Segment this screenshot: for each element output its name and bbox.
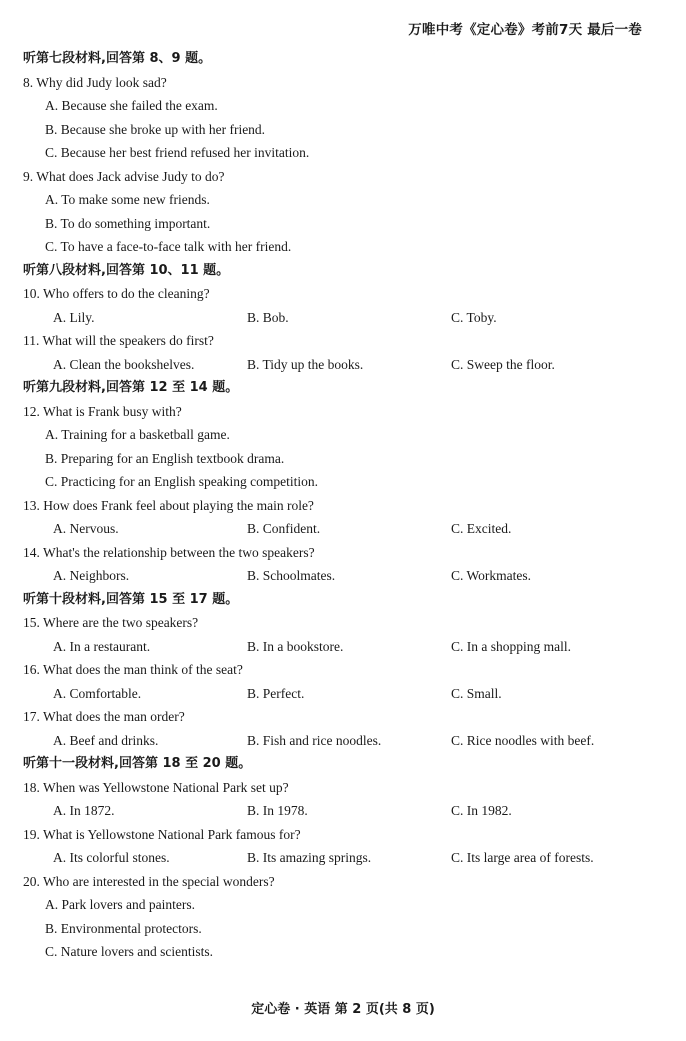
question-14-option-b: B. Schoolmates. [247, 568, 336, 583]
question-20-option-b: B. Environmental protectors. [45, 920, 202, 936]
question-19-stem: 19. What is Yellowstone National Park famous for? [23, 826, 301, 842]
question-11-option-c: C. Sweep the floor. [451, 356, 555, 372]
question-15-stem: 15. Where are the two speakers? [23, 615, 199, 630]
question-15-options [23, 635, 653, 659]
question-9-option-c: C. To have a face-to-face talk with her friend. [45, 239, 292, 254]
question-10-options [23, 306, 653, 330]
question-18-stem: 18. When was Yellowstone National Park set up? [23, 779, 289, 795]
question-14-option-a: A. Neighbors. [53, 568, 130, 583]
question-14-option-c: C. Workmates. [451, 568, 532, 583]
question-8-stem: 8. Why did Judy look sad? [23, 74, 167, 90]
section-heading-7: 听第七段材料,回答第 8、9 题。 [23, 51, 212, 66]
question-18-options [23, 799, 653, 823]
question-17-option-a: A. Beef and drinks. [53, 732, 159, 748]
question-10-option-c: C. Toby. [451, 309, 497, 325]
question-19-options [23, 846, 653, 870]
section-heading-10: 听第十段材料,回答第 15 至 17 题。 [23, 591, 239, 607]
question-11-stem: 11. What will the speakers do first? [23, 333, 214, 348]
question-16-option-b: B. Perfect. [247, 685, 305, 701]
question-9-stem: 9. What does Jack advise Judy to do? [23, 168, 225, 184]
question-10-option-a: A. Lily. [53, 309, 95, 325]
question-14-options [23, 564, 653, 588]
question-12-option-a: A. Training for a basketball game. [45, 427, 230, 442]
question-19-option-c: C. Its large area of forests. [451, 850, 594, 865]
question-16-options [23, 682, 653, 706]
section-heading-9: 听第九段材料,回答第 12 至 14 题。 [23, 380, 239, 395]
question-14-stem: 14. What's the relationship between the two speakers? [23, 544, 315, 560]
question-16-stem: 16. What does the man think of the seat? [23, 662, 243, 677]
question-20-option-c: C. Nature lovers and scientists. [45, 944, 213, 959]
question-16-option-c: C. Small. [451, 685, 502, 701]
question-19-option-a: A. Its colorful stones. [53, 850, 170, 865]
question-8-option-a: A. Because she failed the exam. [45, 98, 218, 113]
question-11-option-a: A. Clean the bookshelves. [53, 356, 195, 372]
question-17-option-b: B. Fish and rice noodles. [247, 732, 382, 748]
question-18-option-b: B. In 1978. [247, 803, 308, 818]
page-footer: 定心卷 · 英语 第 2 页(共 8 页) [251, 1002, 435, 1017]
question-17-options [23, 729, 653, 753]
question-15-option-b: B. In a bookstore. [247, 638, 344, 654]
question-12-option-b: B. Preparing for an English textbook drama. [45, 450, 285, 466]
question-20-stem: 20. Who are interested in the special wonders? [23, 873, 275, 889]
question-16-option-a: A. Comfortable. [53, 685, 142, 701]
question-13-options [23, 517, 653, 541]
question-13-option-b: B. Confident. [247, 521, 321, 536]
question-17-option-c: C. Rice noodles with beef. [451, 732, 595, 748]
question-20-option-a: A. Park lovers and painters. [45, 897, 195, 912]
question-15-option-c: C. In a shopping mall. [451, 638, 571, 654]
question-17-stem: 17. What does the man order? [23, 709, 185, 724]
page-header: 万唯中考《定心卷》考前7天 最后一卷 [408, 22, 642, 38]
question-9-option-b: B. To do something important. [45, 215, 211, 231]
question-18-option-a: A. In 1872. [53, 803, 115, 818]
question-8-option-b: B. Because she broke up with her friend. [45, 121, 266, 137]
section-heading-8: 听第八段材料,回答第 10、11 题。 [23, 262, 230, 278]
question-13-option-a: A. Nervous. [53, 521, 119, 536]
question-19-option-b: B. Its amazing springs. [247, 850, 372, 865]
section-heading-11: 听第十一段材料,回答第 18 至 20 题。 [23, 756, 252, 771]
question-12-option-c: C. Practicing for an English speaking competition. [45, 474, 318, 489]
question-13-stem: 13. How does Frank feel about playing the main role? [23, 497, 314, 513]
question-10-stem: 10. Who offers to do the cleaning? [23, 286, 210, 301]
question-18-option-c: C. In 1982. [451, 803, 512, 818]
question-8-option-c: C. Because her best friend refused her invitation. [45, 145, 310, 160]
question-11-options [23, 353, 653, 377]
question-15-option-a: A. In a restaurant. [53, 638, 151, 654]
question-list [23, 47, 653, 964]
question-9-option-a: A. To make some new friends. [45, 192, 210, 207]
question-10-option-b: B. Bob. [247, 309, 289, 325]
question-13-option-c: C. Excited. [451, 521, 512, 536]
question-12-stem: 12. What is Frank busy with? [23, 403, 182, 419]
question-11-option-b: B. Tidy up the books. [247, 356, 364, 372]
